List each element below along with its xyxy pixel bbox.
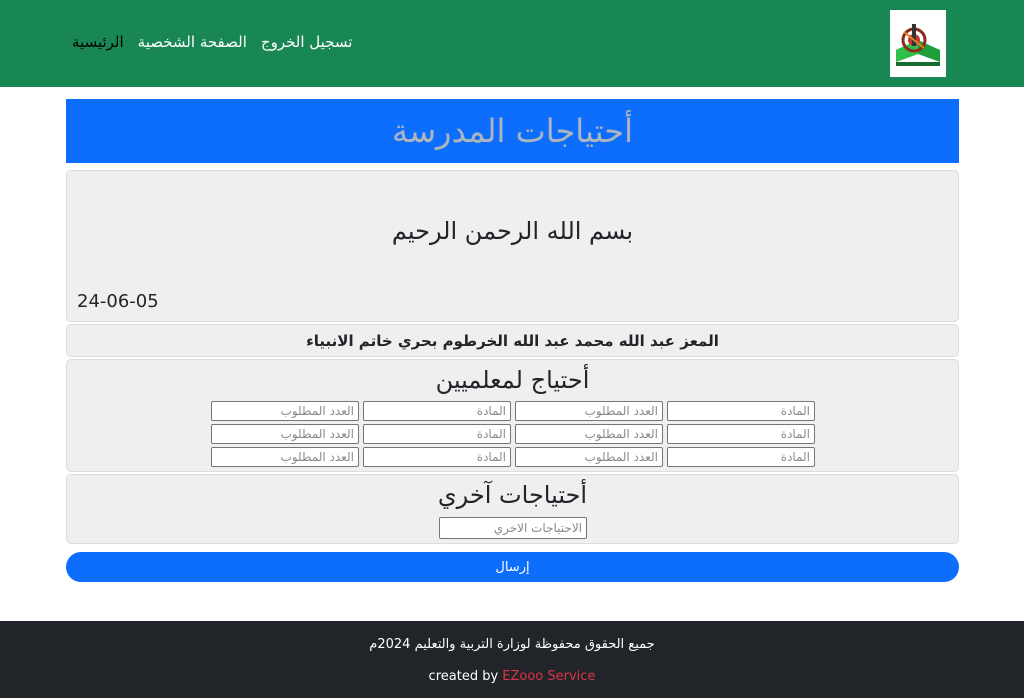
footer xyxy=(0,621,1024,698)
subject-input[interactable] xyxy=(667,447,815,467)
page-title-bar xyxy=(66,99,959,163)
nav-home-link[interactable]: الرئيسية xyxy=(72,33,124,51)
subject-input[interactable] xyxy=(363,424,511,444)
other-needs-title: أحتياجات آخري xyxy=(437,481,588,509)
date-text: 24-06-05 xyxy=(77,291,159,312)
nav-links xyxy=(72,33,352,51)
count-input[interactable] xyxy=(211,401,359,421)
school-name-card xyxy=(66,324,959,357)
navbar xyxy=(0,0,1024,87)
subject-input[interactable] xyxy=(667,401,815,421)
subject-input[interactable] xyxy=(363,447,511,467)
teacher-needs-card xyxy=(66,359,959,472)
count-input[interactable] xyxy=(515,401,663,421)
created-by-prefix: created by xyxy=(428,669,503,684)
brand-link[interactable]: EZooo Service xyxy=(502,669,596,684)
ministry-logo[interactable] xyxy=(890,10,946,77)
count-input[interactable] xyxy=(211,424,359,444)
teacher-needs-grid xyxy=(211,401,815,467)
nav-profile-link[interactable]: الصفحة الشخصية xyxy=(137,33,247,51)
count-input[interactable] xyxy=(211,447,359,467)
subject-input[interactable] xyxy=(363,401,511,421)
submit-button[interactable]: إرسال xyxy=(66,552,959,582)
nav-logout-link[interactable]: تسجيل الخروج xyxy=(260,33,353,51)
other-needs-input[interactable] xyxy=(439,517,587,539)
created-by-text xyxy=(0,669,1024,684)
subject-input[interactable] xyxy=(667,424,815,444)
basmala-text: بسم الله الرحمن الرحيم xyxy=(391,217,634,245)
other-needs-card xyxy=(66,474,959,544)
teacher-needs-title: أحتياج لمعلميين xyxy=(435,366,590,394)
school-name: المعز عبد الله محمد عبد الله الخرطوم بحري خاتم الانبياء xyxy=(306,331,719,350)
count-input[interactable] xyxy=(515,424,663,444)
copyright-text: جميع الحقوق محفوظة لوزارة التربية والتعليم 2024م xyxy=(369,637,655,652)
page-title: أحتياجات المدرسة xyxy=(392,112,633,150)
count-input[interactable] xyxy=(515,447,663,467)
letter-header-card xyxy=(66,170,959,322)
